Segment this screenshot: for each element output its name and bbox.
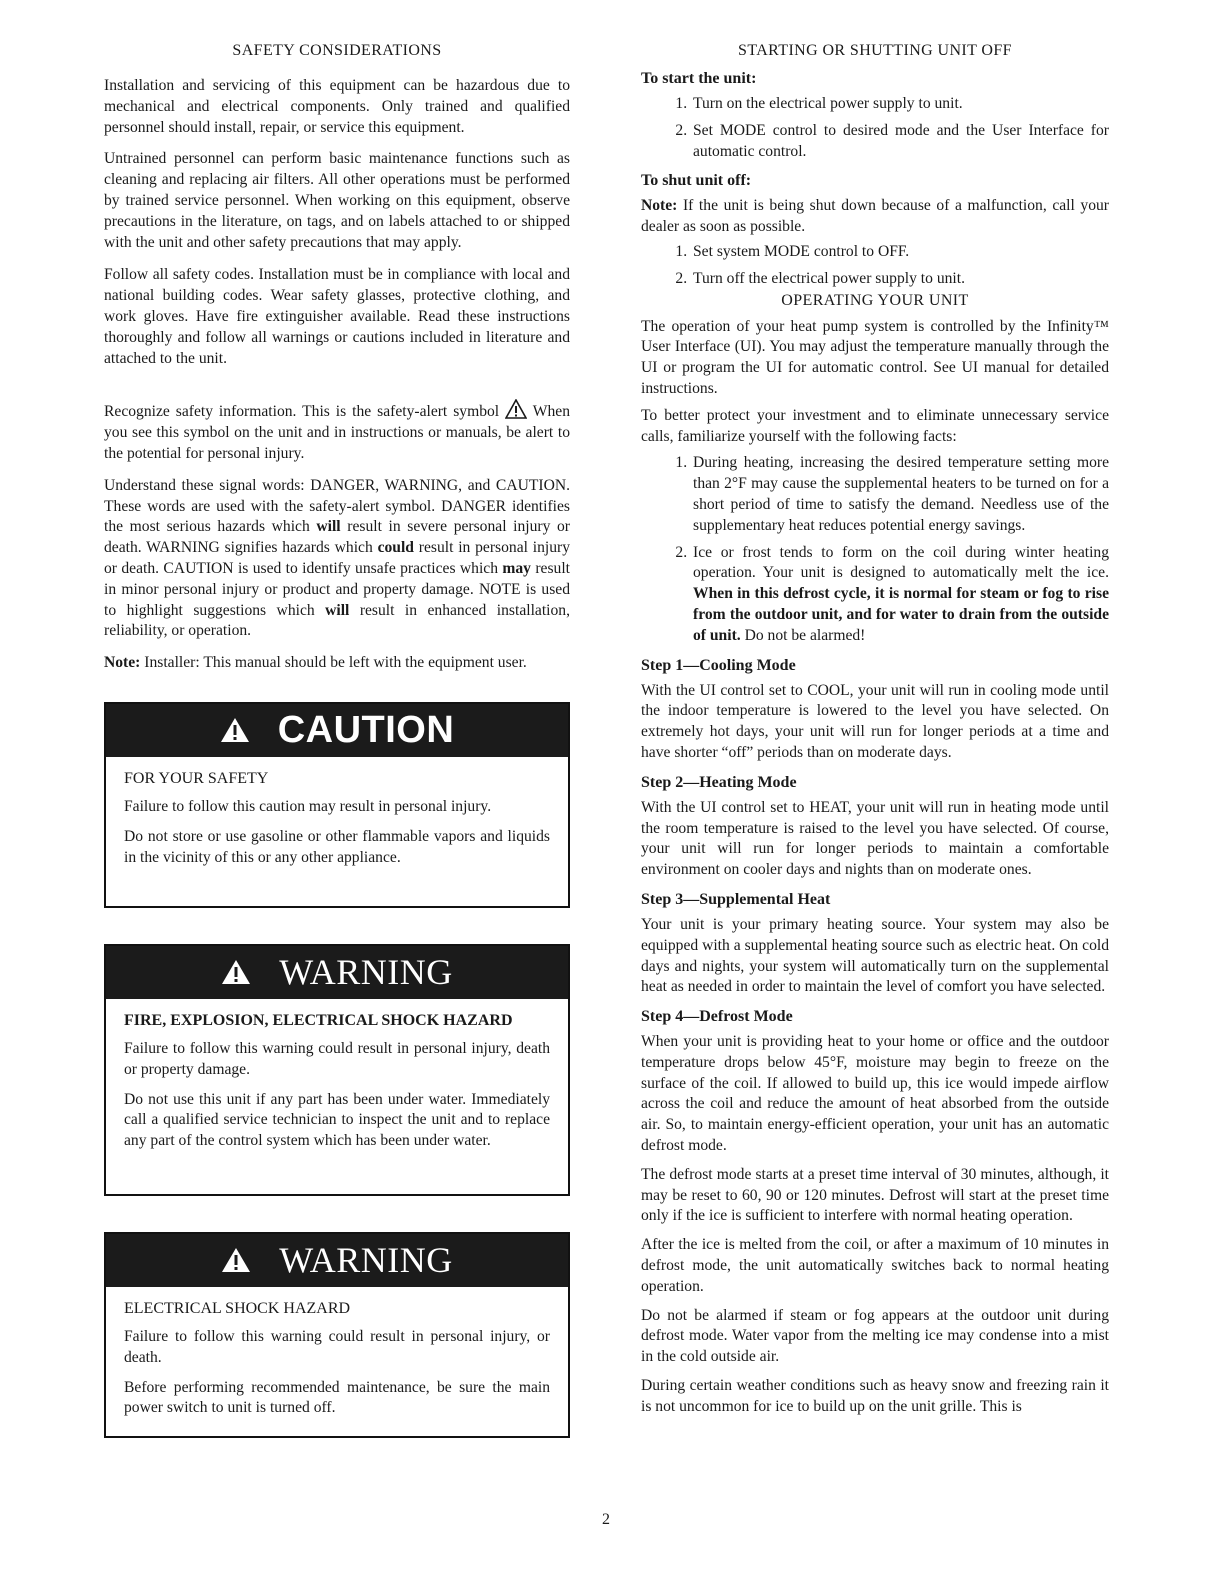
start-steps (641, 94, 1109, 162)
paragraph (104, 399, 570, 464)
note-label: Note: (104, 654, 141, 672)
emphasis: will (325, 601, 350, 619)
text: Ice or frost tends to form on the coil during winter heating operation. Your unit is designed to automatically melt the ice. (693, 543, 1109, 582)
warning-label: WARNING (279, 952, 453, 993)
text: Recognize safety information. This is the safety-alert symbol (104, 403, 500, 421)
emphasis: could (377, 539, 414, 557)
list-item: 1. Turn on the electrical power supply to unit. (691, 94, 1109, 115)
right-column (641, 40, 1109, 1429)
text: result in severe personal injury or death. WARNING signifies hazards which (104, 518, 570, 557)
paragraph (104, 476, 570, 642)
warning-box-fire (104, 944, 570, 1196)
paragraph: Failure to follow this caution may result in personal injury. (124, 797, 492, 815)
paragraph: Do not use this unit if any part has been under water. Immediately call a qualified service technician to inspect the unit and to replace any part of the control system which has been under water. (124, 1090, 550, 1150)
paragraph: With the UI control set to COOL, your unit will run in cooling mode until the indoor temperature is lowered to the level you have selected. On extremely hot days, your unit will run for longer periods at a time and have shorter “off” periods than on moderate days. (641, 681, 1109, 761)
text: result in personal injury or death. CAUTION is used to identify unsafe practices which (104, 539, 570, 577)
paragraph: Follow all safety codes. Installation must be in compliance with local and national building codes. Wear safety glasses, protective clothing, and work gloves. Have fire extinguisher available. Read these instructions thoroughly and follow all warnings or cautions included in literature and attached to the unit. (104, 266, 570, 367)
text: result in minor personal injury or product and property damage. NOTE is used to highlight suggestions which (104, 559, 571, 619)
section-title-starting: STARTING OR SHUTTING UNIT OFF (738, 42, 1012, 59)
text: result in enhanced installation, reliability, or operation. (104, 601, 570, 640)
section-title-operating: OPERATING YOUR UNIT (781, 291, 969, 309)
step2-heading: Step 2—Heating Mode (641, 773, 797, 791)
left-column (104, 40, 570, 1438)
step4-heading: Step 4—Defrost Mode (641, 1008, 793, 1026)
paragraph: Untrained personnel can perform basic maintenance functions such as cleaning and replacing air filters. All other operations must be performed by trained service personnel. When working on this equipment, observe precautions in the literature, on tags, and on labels attached to or shipped with the unit and other safety precautions that may apply. (104, 150, 570, 251)
caution-title: FOR YOUR SAFETY (124, 769, 269, 787)
note-label: Note: (641, 197, 678, 215)
paragraph: The operation of your heat pump system is controlled by the Infinity™ User Interface (UI). You may adjust the temperature manually through the UI or program the UI for automatic control. See UI manual for detailed instructions. (641, 317, 1109, 397)
warning-title: ELECTRICAL SHOCK HAZARD (124, 1299, 351, 1317)
emphasis: When in this defrost cycle, it is normal for steam or fog to rise from the outdoor unit, and for water to drain from the outside of unit. (693, 585, 1109, 644)
list-item: 1. Set system MODE control to OFF. (691, 242, 1109, 263)
warning-label: WARNING (279, 1240, 453, 1281)
caution-header (106, 704, 568, 757)
paragraph: Do not store or use gasoline or other flammable vapors and liquids in the vicinity of this or any other appliance. (124, 827, 550, 866)
paragraph: With the UI control set to HEAT, your unit will run in heating mode until the room temperature is raised to the level you have selected. Of course, your unit will run for longer periods to maintain a comfortable environment on cooler days and nights than on moderate ones. (641, 798, 1109, 879)
warning-triangle-icon (221, 1247, 251, 1273)
warning-title: FIRE, EXPLOSION, ELECTRICAL SHOCK HAZARD (124, 1011, 513, 1029)
paragraph: After the ice is melted from the coil, or after a maximum of 10 minutes in defrost mode, the unit automatically switches back to normal heating operation. (641, 1236, 1109, 1295)
warning-body (106, 1287, 568, 1442)
safety-alert-icon (505, 399, 527, 419)
warning-header (106, 946, 568, 999)
paragraph: Failure to follow this warning could result in personal injury, or death. (124, 1327, 550, 1366)
caution-label: CAUTION (277, 708, 455, 751)
warning-box-electrical (104, 1232, 570, 1438)
warning-header (106, 1234, 568, 1287)
facts-list (641, 453, 1109, 646)
paragraph: Do not be alarmed if steam or fog appears at the outdoor unit during defrost mode. Water vapor from the melting ice may condense into a mist in the cold outside air. (641, 1306, 1109, 1366)
shut-steps (641, 242, 1109, 290)
warning-triangle-icon (220, 717, 250, 743)
section-title-safety: SAFETY CONSIDERATIONS (232, 42, 442, 59)
text: If the unit is being shut down because of a malfunction, call your dealer as soon as possible. (641, 197, 1109, 236)
step1-heading: Step 1—Cooling Mode (641, 656, 796, 674)
caution-box (104, 702, 570, 908)
paragraph: Before performing recommended maintenance, be sure the main power switch to unit is turned off. (124, 1378, 550, 1417)
warning-triangle-icon (221, 959, 251, 985)
text: Do not be alarmed! (740, 626, 866, 644)
list-item (691, 543, 1109, 647)
caution-body (106, 757, 568, 891)
paragraph: During certain weather conditions such as heavy snow and freezing rain it is not uncommon for ice to build up on the unit grille. This is (641, 1377, 1109, 1415)
emphasis: will (316, 518, 341, 536)
installer-note (104, 653, 570, 674)
page-number: 2 (602, 1511, 610, 1528)
paragraph: Installation and servicing of this equipment can be hazardous due to mechanical and electrical components. Only trained and qualified personnel should install, repair, or service this equipment. (104, 77, 570, 136)
emphasis: may (502, 559, 531, 577)
text: Understand these signal words: DANGER, WARNING, and CAUTION. These words are used with the safety-alert symbol. DANGER identifies the most serious hazards which (104, 476, 570, 536)
paragraph: To better protect your investment and to eliminate unnecessary service calls, familiarize yourself with the following facts: (641, 406, 1109, 445)
subheading-shut: To shut unit off: (641, 172, 752, 190)
list-item: 1. During heating, increasing the desired temperature setting more than 2°F may cause the supplemental heaters to be turned on for a short period of time to satisfy the demand. Needless use of the supplementary heat reduces potential energy savings. (691, 453, 1109, 536)
paragraph: Failure to follow this warning could result in personal injury, death or property damage. (124, 1039, 550, 1078)
paragraph: When your unit is providing heat to your home or office and the outdoor temperature drops below 45°F, moisture may begin to freeze on the surface of the coil. If allowed to build up, this ice would impede airflow across the coil and reduce the amount of heat absorbed from the outside air. So, to maintain energy-efficient operation, your unit has an automatic defrost mode. (641, 1033, 1109, 1155)
text: Installer: This manual should be left with the equipment user. (140, 654, 527, 672)
list-item: 2. Turn off the electrical power supply to unit. (691, 269, 1109, 290)
paragraph: The defrost mode starts at a preset time interval of 30 minutes, although, it may be reset to 60, 90 or 120 minutes. Defrost will start at the preset time only if the ice is sufficient to interfere with normal heating operation. (641, 1165, 1109, 1225)
subheading-start: To start the unit: (641, 70, 757, 87)
step3-heading: Step 3—Supplemental Heat (641, 890, 831, 908)
text: When you see this symbol on the unit and in instructions or manuals, be alert to the potential for personal injury. (104, 403, 570, 462)
shut-note (641, 196, 1109, 238)
list-item: 2. Set MODE control to desired mode and the User Interface for automatic control. (691, 121, 1109, 163)
warning-body (106, 999, 568, 1175)
paragraph: Your unit is your primary heating source. Your system may also be equipped with a supplemental heating source such as electric heat. On cold days and nights, your system will automatically turn on the supplemental heat as needed in order to maintain the level of comfort you have selected. (641, 915, 1109, 996)
